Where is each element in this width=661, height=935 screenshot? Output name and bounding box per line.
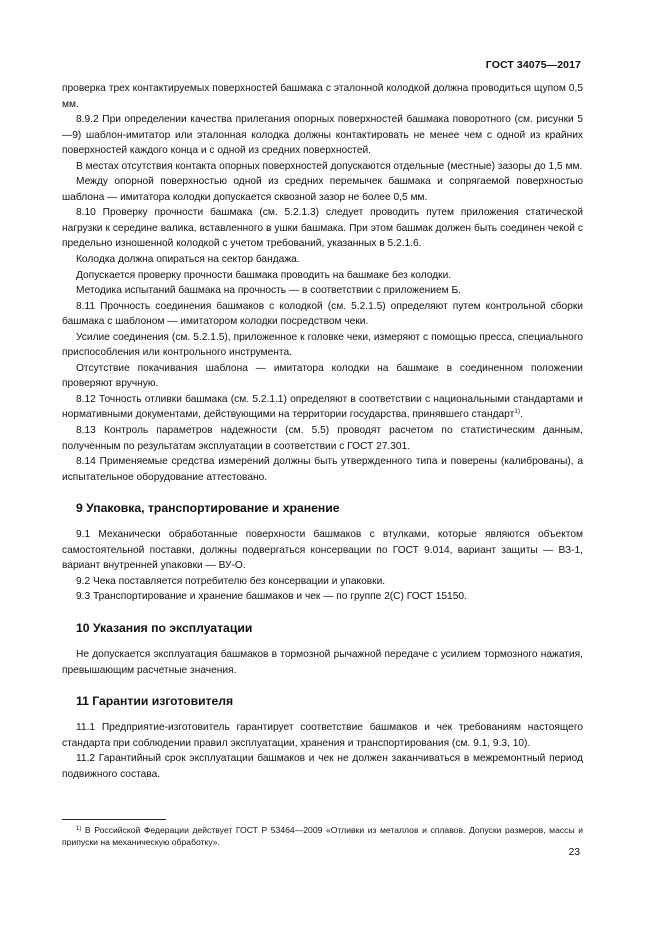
paragraph-8-14: 8.14 Применяемые средства измерений должны быть утвержденного типа и поверены (калиброваны), а испытательное оборудование аттестовано. [62, 456, 583, 483]
footnote [62, 824, 583, 848]
paragraph-8-12 [62, 392, 583, 423]
paragraph-9-3: 9.3 Транспортирование и хранение башмаков и чек — по группе 2(С) ГОСТ 15150. [76, 591, 467, 603]
footnote-marker: 1) [76, 826, 82, 832]
document-code-header: ГОСТ 34075—2017 [485, 59, 581, 71]
paragraph-no-block: Допускается проверку прочности башмака проводить на башмаке без колодки. [76, 269, 452, 281]
paragraph-10: Не допускается эксплуатация башмаков в тормозной рычажной передаче с усилием тормозного нажатия, превышающим расчетные значения. [62, 648, 583, 676]
paragraph-8-9-2: 8.9.2 При определении качества прилегания опорных поверхностей башмака поворотного (см. рисунки 5—9) шаблон-имитатор или эталонная колодка должны контактировать не менее чем с одной из крайних поверхностей каждого конца и с одной из средних поверхностей. [62, 114, 583, 157]
page-number: 23 [568, 847, 580, 858]
section-11-heading: 11 Гарантии изготовителя [76, 694, 234, 709]
paragraph-force: Усилие соединения (см. 5.2.1.5), приложенное к головке чеки, измеряют с помощью пресса, специального приспособления или контрольного инструмента. [62, 331, 583, 359]
paragraph-8-13: 8.13 Контроль параметров надежности (см. 5.5) проводят расчетом по статистическим данным, полученным по результатам эксплуатации в соответствии с ГОСТ 27.301. [62, 425, 583, 452]
paragraph-8-10: 8.10 Проверку прочности башмака (см. 5.2.1.3) следует проводить путем приложения статической нагрузки к середине валика, вставленного в ушки башмака. При этом башмак должен быть соединен чекой с предельно изношенной колодкой с учетом требований, указанных в 5.2.1.6. [62, 207, 583, 250]
paragraph-9-1: 9.1 Механически обработанные поверхности башмаков с втулками, которые являются объектом самостоятельной поставки, должны подвергаться консервации по ГОСТ 9.014, вариант защиты — ВЗ-1, вариант внутренней упаковки — ВУ-О. [62, 529, 583, 572]
paragraph-8-12-text: 8.12 Точность отливки башмака (см. 5.2.1.1) определяют в соответствии с национальными стандартами и нормативными документами, действующими на территории государства, принявшего стандарт [62, 393, 583, 421]
paragraph-gaps: В местах отсутствия контакта опорных поверхностей допускаются отдельные (местные) зазоры до 1,5 мм. [76, 160, 583, 172]
paragraph-method: Методика испытаний башмака на прочность — в соответствии с приложением Б. [76, 285, 461, 297]
page-content [62, 81, 583, 782]
footnote-divider [62, 819, 166, 820]
paragraph-block-sector: Колодка должна опираться на сектор бандажа. [76, 254, 300, 266]
paragraph-9-2: 9.2 Чека поставляется потребителю без консервации и упаковки. [76, 575, 386, 587]
paragraph-gap-between: Между опорной поверхностью одной из средних перемычек башмака и сопрягаемой поверхностью шаблона — имитатора колодки допускается сквозной зазор не более 0,5 мм. [62, 176, 583, 203]
footnote-text [62, 824, 583, 848]
section-10-heading: 10 Указания по эксплуатации [76, 620, 253, 635]
paragraph-11-1: 11.1 Предприятие-изготовитель гарантирует соответствие башмаков и чек требованиям настоящего стандарта при соблюдении правил эксплуатации, хранения и транспортирования (см. 9.1, 9.3, 10). [62, 722, 583, 749]
section-9-heading: 9 Упаковка, транспортирование и хранение [76, 501, 340, 516]
paragraph-rocking: Отсутствие покачивания шаблона — имитатора колодки на башмаке в соединенном положении проверяют вручную. [62, 362, 583, 390]
paragraph-8-12-end: . [520, 409, 523, 421]
paragraph-11-2: 11.2 Гарантийный срок эксплуатации башмаков и чек не должен заканчиваться в межремонтный период подвижного состава. [62, 753, 583, 780]
footnote-body: В Российской Федерации действует ГОСТ Р 53464—2009 «Отливки из металлов и сплавов. Допуски размеров, массы и припуски на механическую обработку». [62, 825, 583, 847]
footnote-reference[interactable]: 1) [514, 408, 521, 416]
paragraph-8-11: 8.11 Прочность соединения башмаков с колодкой (см. 5.2.1.5) определяют путем контрольной сборки башмака с шаблоном — имитатором колодки посредством чеки. [62, 300, 583, 328]
paragraph-continuation: проверка трех контактируемых поверхностей башмака с эталонной колодкой должна проводиться щупом 0,5 мм. [62, 83, 583, 110]
